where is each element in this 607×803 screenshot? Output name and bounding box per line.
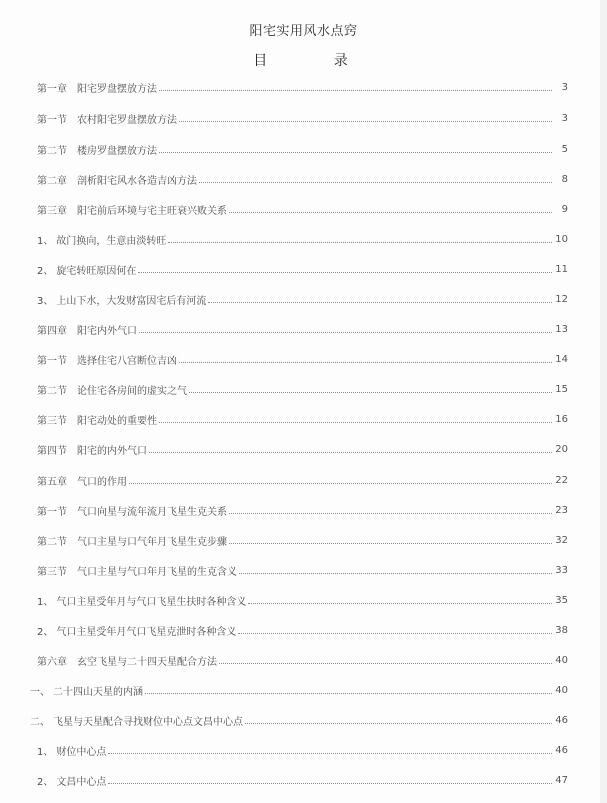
dot-leader [229,542,552,544]
toc-entry[interactable] [37,110,568,126]
toc-entry[interactable] [37,141,568,157]
toc-entry-page-number: 5 [561,143,568,155]
dot-leader [159,421,552,423]
toc-entry-title: 气口主星受年月与气口飞星生扶时各种含义 [56,596,247,608]
dot-leader [219,662,552,664]
toc-entry-title: 农村阳宅罗盘摆放方法 [77,114,177,126]
toc-entry-page-number: 8 [561,173,568,185]
toc-entry-title: 阳宅内外气口 [77,325,137,337]
toc-entry-prefix: 第二节 [37,145,67,157]
toc-entry-title: 楼房罗盘摆放方法 [77,145,157,157]
toc-entry-title: 气口向星与流年流月飞星生克关系 [77,506,227,518]
toc-entry-title: 气口主星与口气年月飞星生克步骤 [77,536,227,548]
dot-leader [159,89,552,91]
toc-entry-prefix: 第三节 [37,415,67,427]
toc-entry-prefix: 1、 [37,596,54,608]
toc-entry-title: 论住宅各房间的虚实之气 [77,385,187,397]
toc-entry-title: 文昌中心点 [56,776,107,788]
toc-entry[interactable] [37,171,568,187]
dot-leader [238,632,552,634]
toc-entry-title: 阳宅前后环境与宅主旺衰兴败关系 [77,205,227,217]
toc-entry-page-number: 13 [555,323,568,335]
dot-leader [245,722,552,724]
toc-entry-prefix: 第三章 [37,205,67,217]
toc-entry-prefix: 第一节 [37,114,67,126]
toc-entry[interactable] [30,682,568,698]
toc-entry[interactable] [37,201,568,217]
toc-entry-page-number: 46 [555,714,568,726]
toc-entry[interactable] [37,291,568,307]
toc-entry-page-number: 3 [561,81,568,93]
toc-entry-prefix: 第四节 [37,445,67,457]
toc-entry-prefix: 2、 [37,265,54,277]
toc-entry-prefix: 第一章 [37,83,67,95]
dot-leader [189,391,552,393]
toc-entry-prefix: 第一节 [37,355,67,367]
toc-entry-page-number: 9 [561,203,568,215]
dot-leader [229,211,552,213]
toc-entry-prefix: 第四章 [37,325,67,337]
toc-entry[interactable] [37,321,568,337]
toc-entry-prefix: 第二节 [37,385,67,397]
dot-leader [108,752,552,754]
toc-entry-title: 旋宅转旺原因何在 [56,265,137,277]
dot-leader [208,301,552,303]
toc-entry-page-number: 38 [555,624,568,636]
toc-entry-page-number: 14 [555,353,568,365]
toc-entry-title: 财位中心点 [56,746,107,758]
toc-entry-prefix: 第二章 [37,175,67,187]
toc-entry-title: 上山下水，大发财富因宅后有河流 [56,295,207,307]
toc-entry-title: 阳宅罗盘摆放方法 [77,83,157,95]
toc-entry-prefix: 1、 [37,746,54,758]
toc-entry[interactable] [37,532,568,548]
toc-heading: 目 录 [253,53,368,69]
dot-leader [129,482,552,484]
dot-leader [149,451,552,453]
toc-entry-page-number: 16 [555,413,568,425]
toc-entry-prefix: 第五章 [37,476,67,488]
dot-leader [108,782,552,784]
toc-entry-prefix: 二、 [30,716,50,728]
toc-entry-page-number: 15 [555,383,568,395]
toc-entry[interactable] [37,772,568,788]
toc-entry-prefix: 2、 [37,626,54,638]
dot-leader [248,602,552,604]
toc-entry-prefix: 2、 [37,776,54,788]
document-title: 阳宅实用风水点窍 [249,24,358,39]
toc-entry[interactable] [37,592,568,608]
toc-entry-page-number: 32 [555,534,568,546]
toc-entry-title: 二十四山天星的内涵 [53,686,143,698]
toc-entry[interactable] [37,652,568,668]
dot-leader [168,241,552,243]
toc-entry[interactable] [37,622,568,638]
toc-entry-page-number: 3 [561,112,568,124]
dot-leader [145,692,552,694]
toc-entry-title: 阳宅动处的重要性 [77,415,157,427]
toc-entry-title: 飞星与天星配合寻找财位中心点文昌中心点 [53,716,243,728]
toc-entry-page-number: 40 [555,654,568,666]
toc-entry-prefix: 1、 [37,235,54,247]
toc-entry-page-number: 33 [555,564,568,576]
toc-entry-title: 玄空飞星与二十四天星配合方法 [77,656,217,668]
toc-entry-prefix: 一、 [30,686,50,698]
toc-entry[interactable] [37,351,568,367]
toc-entry-page-number: 47 [555,774,568,786]
toc-entry-prefix: 3、 [37,295,54,307]
dot-leader [159,151,552,153]
toc-entry-prefix: 第二节 [37,536,67,548]
toc-entry-page-number: 20 [555,443,568,455]
toc-entry-title: 故门换向，生意由淡转旺 [56,235,167,247]
toc-entry[interactable] [37,381,568,397]
toc-entry-title: 阳宅的内外气口 [77,445,147,457]
toc-entry-page-number: 23 [555,504,568,516]
toc-entry-prefix: 第一节 [37,506,67,518]
toc-entry[interactable] [30,712,568,728]
toc-entry[interactable] [37,502,568,518]
toc-entry[interactable] [37,261,568,277]
toc-entry-page-number: 46 [555,744,568,756]
dot-leader [139,331,552,333]
toc-entry-page-number: 40 [555,684,568,696]
toc-entry-prefix: 第六章 [37,656,67,668]
toc-entry[interactable] [37,79,568,95]
toc-entry-page-number: 35 [555,594,568,606]
toc-entry[interactable] [37,742,568,758]
toc-entry-page-number: 10 [555,233,568,245]
dot-leader [229,512,552,514]
toc-entry[interactable] [37,231,568,247]
toc-entry-page-number: 11 [555,263,568,275]
toc-entry-title: 剖析阳宅风水各造吉凶方法 [77,175,197,187]
toc-entry-prefix: 第三节 [37,566,67,578]
toc-entry[interactable] [37,472,568,488]
toc-entry-title: 气口的作用 [77,476,127,488]
toc-entry[interactable] [37,441,568,457]
toc-entry-title: 气口主星与气口年月飞星的生克含义 [77,566,237,578]
dot-leader [199,181,552,183]
dot-leader [179,120,552,122]
toc-entry-page-number: 12 [555,293,568,305]
dot-leader [179,361,552,363]
toc-entry[interactable] [37,562,568,578]
dot-leader [239,572,552,574]
toc-entry-page-number: 22 [555,474,568,486]
dot-leader [138,271,552,273]
toc-entry-title: 气口主星受年月气口飞星克泄时各种含义 [56,626,237,638]
toc-entry-title: 选择住宅八宫断位吉凶 [77,355,177,367]
toc-entry[interactable] [37,411,568,427]
page-edge-scrollbar [600,0,607,803]
